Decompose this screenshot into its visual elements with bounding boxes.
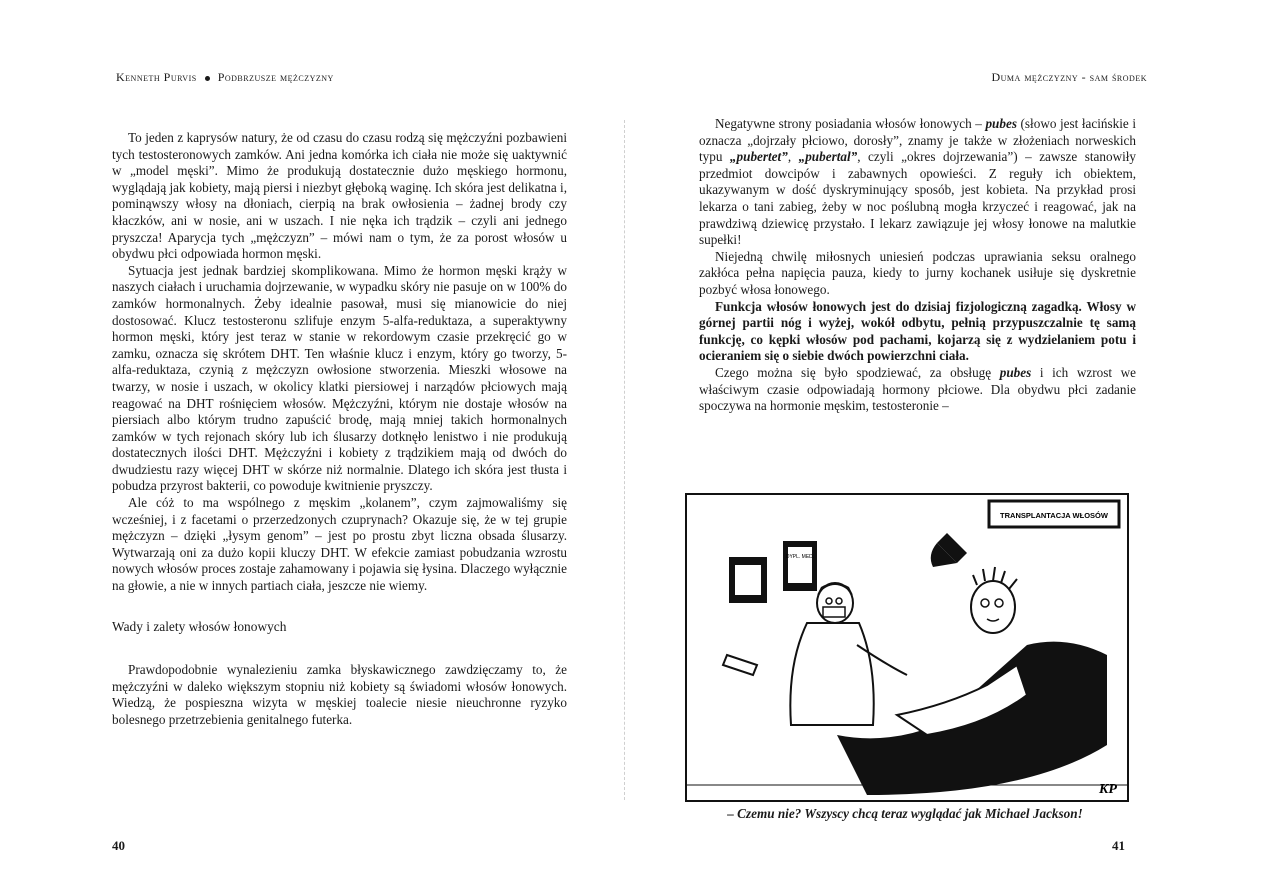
right-text-column xyxy=(699,116,1136,415)
text-span: (słowo jest łacińskie i oznacza „dojrzały płciowo, dorosły”, znamy je także w złożeniach norweskich typu xyxy=(699,116,1136,165)
page-number-left: 40 xyxy=(112,838,125,853)
italic-term: pubes xyxy=(985,116,1017,131)
cartoon-illustration xyxy=(685,493,1129,802)
italic-term: „pubertal” xyxy=(798,149,858,165)
text-span: , xyxy=(787,149,799,165)
paragraph: To jeden z kaprysów natury, że od czasu do czasu rodzą się mężczyźni pozbawieni tych testosteronowych zamków. Ani jedna komórka ich ciała nie może się uaktywnić w „model męski”. Mimo że produkują dostatecznie dużo męskiego hormonu, wyglądają jak kobiety, mają piersi i niezbyt głęboką waginę. Ich skóra jest delikatna i, pominąwszy włosy na dłoniach, cierpią na brak owłosienia – żadnej brody czy kłaczków, ani w nosie, ani w uszach. I nie nęka ich trądzik – czyli ani jednego pryszcza! Aparycja tych „mężczyzn” – mówi nam o tym, że za porost włosów u obydwu płci odpowiada hormon męski. xyxy=(112,130,567,262)
paragraph: Sytuacja jest jednak bardziej skomplikowana. Mimo że hormon męski krąży w naszych ciałach i uruchamia dojrzewanie, w wypadku skóry nie pasuje on w 100% do zamków hormonalnych. Żeby idealnie pasował, musi się mianowicie do niej dostosować. Klucz testosteronu szlifuje enzym 5-alfa-reduktaza, a superaktywny hormon męski, który jest teraz w stanie w rekordowym czasie przekręcić go w zamku, oznacza się skrótem DHT. Ten właśnie klucz i enzym, który go tworzy, 5-alfa-reduktaza, czynią z mężczyzn owłosione stworzenia. Mieszki włosowe na twarzy, w nosie i uszach, w okolicy klatki piersiowej i narządów płciowych mają reagować na DHT rośnięciem włosów. Mężczyźni, którym nie dostaje włosów na piersiach albo którym trudno zapuścić brodę, mają mniej takich hormonalnych zamków w tych rejonach skóry lub ich ślusarzy dotknęło lenistwo i nie produkują dostatecznych ilości DHT. Mężczyźni i kobiety z trądzikiem mają od dwóch do dwudziestu razy więcej DHT w skórze niż normalnie. Dlatego ich skóra jest tłusta i pobudza przyrost bakterii, co powoduje kwitnienie pryszczy. xyxy=(112,262,567,494)
paragraph: Niejedną chwilę miłosnych uniesień podczas uprawiania seksu oralnego zakłóca pełna napięcia pauza, kiedy to jurny kochanek usiłuje się dyskretnie pozbyć włosa łonowego. xyxy=(699,248,1136,297)
paragraph: Prawdopodobnie wynalezieniu zamka błyskawicznego zawdzięczamy to, że mężczyźni w daleko większym stopniu niż kobiety są świadomi włosów łonowych. Wiedzą, że pospieszna wizyta w męskiej toalecie niesie nieuchronne ryzyko bolesnego przetrzebienia genitalnego futerka. xyxy=(112,662,567,727)
right-page xyxy=(631,0,1262,894)
running-head-author: Kenneth Purvis xyxy=(116,70,197,84)
text-span: i ich wzrost we właściwym czasie odpowiadają hormony płciowe. Dla obydwu płci zadanie spoczywa na hormonie męskim, testosteronie – xyxy=(699,364,1136,414)
paragraph xyxy=(699,116,1136,249)
instrument-tray xyxy=(723,655,757,675)
cartoonist-signature: KP xyxy=(1099,782,1117,797)
cartoon-caption: – Czemu nie? Wszyscy chcą teraz wyglądać jak Michael Jackson! xyxy=(727,806,1083,821)
bullet-separator xyxy=(205,76,210,81)
cartoon-drawing xyxy=(687,495,1127,800)
left-text-column xyxy=(112,130,567,729)
book-gutter xyxy=(624,120,626,800)
paragraph: Ale cóż to ma wspólnego z męskim „kolanem”, czym zajmowaliśmy się wcześniej, i z facetami o przerzedzonych czuprynach? Okazuje się, że w tej grupie mężczyzn – dzięki „łysym genom” – jest po prostu zbyt liczna obsada ślusarzy. Wytwarzają oni za dużo kopii kluczy DHT. W efekcie zamiast pobudzania wzrostu nowych włosów proces zostaje zahamowany i pojawia się łysina. Dlaczego wyłącznie na głowie, a nie w innych partiach ciała, jeszcze nie wiemy. xyxy=(112,495,567,594)
patient-head xyxy=(971,581,1015,633)
diploma-text: DYPL. MED. xyxy=(785,554,815,560)
doctor-mask xyxy=(823,607,845,617)
paragraph xyxy=(699,365,1136,415)
running-head-right: Duma mężczyzny - sam środek xyxy=(991,70,1147,84)
doctor-coat xyxy=(790,623,873,725)
page-number-right: 41 xyxy=(1112,838,1125,853)
running-head-left xyxy=(116,70,334,85)
text-span: Negatywne strony posiadania włosów łonowych – xyxy=(715,116,986,131)
italic-term: pubes xyxy=(999,364,1032,380)
italic-term: „pubertet” xyxy=(729,149,788,165)
wall-diploma-inner xyxy=(785,547,815,583)
text-span: Czego można się było spodziewać, za obsługę xyxy=(715,364,1000,380)
paragraph: Funkcja włosów łonowych jest do dzisiaj fizjologiczną zagadką. Włosy w górnej partii nóg i wyżej, wokół odbytu, pełnią przypuszczalnie tę samą funkcję, co kępki włosów pod pachami, kojarzą się z wydzielaniem potu i ocieraniem się o siebie dwóch powierzchni ciała. xyxy=(699,298,1136,364)
wall-picture-left-inner xyxy=(735,565,761,595)
section-heading: Wady i zalety włosów łonowych xyxy=(112,618,287,634)
text-span: , czyli „okres dojrzewania”) – zawsze stanowiły przedmiot dowcipów i zabawnych opowieści. Z reguły ich obiektem, ukazywanym w dość dyskryminujący sposób, jest kobieta. Na przykład prosi lekarza o tani zabieg, żeby w noc poślubną mogła krzyczeć i reagować, jak na prawdziwą dziewicę przystało. I lekarz zawiązuje jej włosy łonowe na malutkie supełki! xyxy=(699,149,1137,248)
clinic-sign-text: TRANSPLANTACJA WŁOSÓW xyxy=(1000,511,1108,520)
running-head-title: Podbrzusze mężczyzny xyxy=(217,70,334,84)
